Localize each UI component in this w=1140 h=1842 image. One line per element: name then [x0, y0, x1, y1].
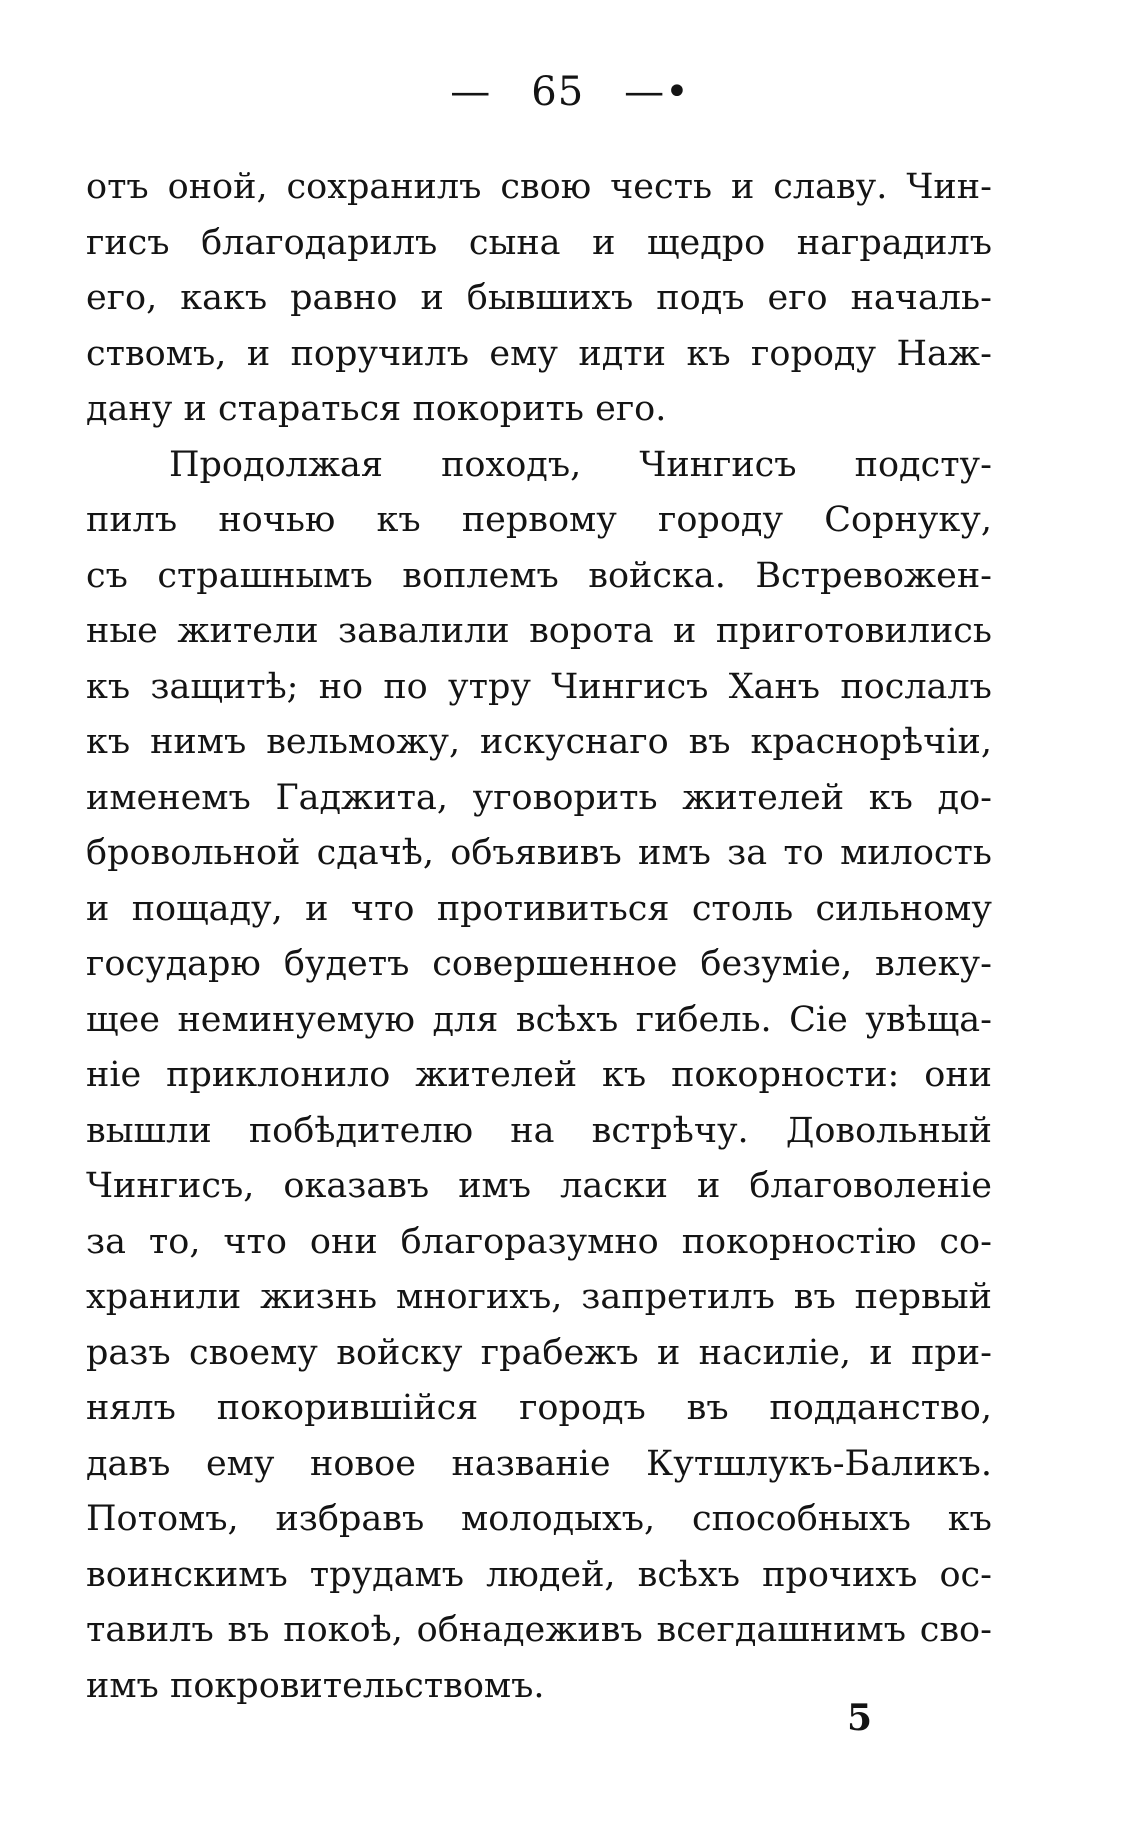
word: Кутшлукъ-Баликъ. — [646, 1443, 992, 1484]
word: поручилъ — [290, 333, 469, 374]
word: гисъ — [86, 222, 170, 263]
text-line — [86, 1548, 992, 1604]
word: покровительствомъ. — [170, 1665, 545, 1706]
word: благодарилъ — [201, 222, 438, 263]
text-line — [86, 160, 992, 216]
page-header — [0, 68, 1140, 116]
word: и — [592, 222, 616, 263]
word: для — [432, 999, 499, 1040]
word: съ — [86, 555, 128, 596]
word: покорить — [412, 389, 584, 429]
body-text — [86, 160, 992, 1714]
word: приклонило — [166, 1055, 391, 1095]
text-line — [86, 937, 992, 993]
word: городу — [751, 333, 877, 374]
word: ночью — [218, 500, 336, 540]
word: противиться — [436, 888, 670, 929]
text-line — [86, 438, 992, 494]
word: началь- — [850, 278, 992, 318]
word: безуміе, — [700, 944, 853, 984]
word: подданство, — [769, 1388, 992, 1428]
word: молодыхъ, — [461, 1499, 656, 1539]
text-line — [86, 660, 992, 716]
word: страшнымъ — [157, 555, 373, 596]
word: покоѣ, — [283, 1610, 403, 1650]
word: къ — [602, 1055, 647, 1095]
word: къ — [376, 500, 421, 540]
text-line — [86, 1270, 992, 1326]
word: въ — [688, 722, 731, 762]
word: свою — [500, 167, 592, 207]
word: столь — [691, 888, 794, 929]
word: первому — [461, 500, 617, 540]
word: воплемъ — [402, 555, 559, 596]
word: сво- — [919, 1610, 992, 1650]
word: пощаду, — [131, 888, 283, 929]
word: сдачѣ, — [316, 833, 434, 873]
word: за — [86, 1221, 126, 1262]
word: трудамъ — [309, 1554, 465, 1595]
text-line — [86, 493, 992, 549]
word: жителей — [415, 1055, 578, 1095]
word: послалъ — [840, 666, 992, 707]
word: что — [223, 1221, 287, 1262]
text-line — [86, 1326, 992, 1382]
word: избравъ — [275, 1499, 425, 1539]
text-line — [86, 826, 992, 882]
word: Чингисъ — [551, 666, 709, 707]
word: бровольной — [86, 833, 301, 873]
word: жителей — [682, 777, 845, 818]
word: щее — [86, 999, 160, 1040]
word: вышли — [86, 1110, 212, 1151]
word: и — [183, 389, 207, 429]
word: имъ — [86, 1665, 159, 1706]
word: способныхъ — [692, 1499, 911, 1539]
word: грабежъ — [480, 1332, 639, 1373]
word: завалили — [337, 611, 510, 651]
word: государю — [86, 944, 261, 984]
word: къ — [947, 1499, 992, 1539]
header-left-rule: — — [450, 69, 492, 115]
word: именемъ — [86, 777, 251, 818]
word: милость — [840, 833, 992, 873]
word: и — [246, 333, 271, 374]
word: искуснаго — [480, 722, 669, 762]
word: своему — [188, 1332, 318, 1373]
word: жизнь — [260, 1277, 378, 1317]
word: бывшихъ — [466, 278, 634, 318]
word: на — [510, 1110, 555, 1151]
word: благоволеніе — [749, 1166, 992, 1206]
word: покорности: — [671, 1055, 900, 1095]
word: и — [86, 888, 110, 929]
word: встрѣчу. — [591, 1110, 749, 1151]
word: вельможу, — [266, 722, 461, 762]
text-line — [86, 1381, 992, 1437]
word: влеку- — [875, 944, 992, 984]
word: его. — [595, 389, 667, 429]
word: и — [305, 888, 329, 929]
word: благоразумно — [400, 1221, 659, 1262]
word: до- — [937, 777, 992, 818]
word: многихъ, — [395, 1277, 563, 1317]
word: краснорѣчіи, — [750, 722, 992, 762]
word: въ — [227, 1610, 270, 1650]
word: и — [420, 278, 444, 318]
word: за — [727, 833, 768, 873]
word: покорностію — [681, 1221, 917, 1262]
header-right-rule: —• — [624, 69, 690, 115]
word: подсту- — [854, 444, 992, 485]
text-line — [86, 1603, 992, 1659]
word: насиліе, — [698, 1332, 852, 1373]
word: и — [673, 611, 697, 651]
word: Встревожен- — [755, 555, 992, 596]
word: сохранилъ — [286, 167, 482, 207]
word: новое — [310, 1443, 416, 1484]
word: то — [783, 833, 824, 873]
word: войска. — [588, 555, 726, 596]
word: къ — [686, 333, 731, 374]
word: къ — [868, 777, 913, 818]
word: обнадеживъ — [416, 1610, 643, 1650]
word: идти — [578, 333, 666, 374]
word: и — [869, 1332, 893, 1373]
word: какъ — [180, 278, 268, 318]
text-line — [86, 1048, 992, 1104]
word: оной, — [167, 167, 268, 207]
word: Потомъ, — [86, 1499, 239, 1539]
word: славу. — [773, 167, 888, 207]
word: ные — [86, 611, 158, 651]
word: они — [924, 1055, 992, 1095]
word: побѣдителю — [248, 1110, 474, 1151]
word: Гаджита, — [275, 777, 448, 818]
text-line — [86, 382, 992, 438]
text-line — [86, 549, 992, 605]
word: прочихъ — [762, 1554, 918, 1595]
word: жители — [177, 611, 319, 651]
word: неминуемую — [177, 999, 415, 1040]
word: войску — [336, 1332, 463, 1373]
word: Сіе — [789, 999, 848, 1040]
word: по — [383, 666, 428, 707]
word: ствомъ, — [86, 333, 227, 374]
word: первый — [854, 1277, 992, 1317]
word: къ — [86, 666, 131, 707]
text-line — [86, 1104, 992, 1160]
signature-mark: 5 — [847, 1697, 873, 1739]
word: утру — [448, 666, 531, 707]
word: всѣхъ — [637, 1554, 741, 1595]
text-line — [86, 882, 992, 938]
word: Чингисъ, — [86, 1166, 255, 1206]
word: что — [350, 888, 415, 929]
word: походъ, — [441, 444, 582, 485]
word: увѣща- — [865, 999, 992, 1040]
word: давъ — [86, 1443, 171, 1484]
word: честь — [610, 167, 713, 207]
word: пилъ — [86, 500, 178, 540]
word: со- — [939, 1221, 992, 1262]
word: въ — [793, 1277, 836, 1317]
word: ніе — [86, 1055, 142, 1095]
word: наградилъ — [796, 222, 992, 263]
word: и — [730, 167, 755, 207]
word: ласки — [560, 1166, 668, 1206]
word: нялъ — [86, 1388, 176, 1428]
word: защитѣ; — [150, 666, 299, 707]
word: имъ — [458, 1166, 532, 1206]
word: людей, — [486, 1554, 616, 1595]
word: стараться — [218, 389, 402, 429]
word: объявивъ — [450, 833, 622, 873]
word: и — [697, 1166, 721, 1206]
word: городъ — [519, 1388, 646, 1428]
text-line — [86, 327, 992, 383]
word: всегдашнимъ — [656, 1610, 906, 1650]
word: будетъ — [283, 944, 410, 984]
word: Ханъ — [728, 666, 821, 707]
word: щедро — [646, 222, 766, 263]
word: въ — [686, 1388, 729, 1428]
word: гибель. — [635, 999, 772, 1040]
word: его, — [86, 278, 158, 318]
word: Продолжая — [169, 444, 383, 485]
word: сына — [468, 222, 561, 263]
word: ему — [205, 1443, 275, 1484]
word: сильному — [815, 888, 992, 929]
word: Чин- — [906, 167, 992, 207]
word: его — [767, 278, 828, 318]
word: уговорить — [472, 777, 658, 818]
word: названіе — [451, 1443, 611, 1484]
word: они — [309, 1221, 378, 1262]
word: тавилъ — [86, 1610, 214, 1650]
word: городу — [658, 500, 784, 540]
word: ос- — [939, 1554, 992, 1595]
word: ворота — [529, 611, 654, 651]
text-line — [86, 993, 992, 1049]
text-line — [86, 771, 992, 827]
word: разъ — [86, 1332, 171, 1373]
word: всѣхъ — [515, 999, 619, 1040]
text-line — [86, 216, 992, 272]
word: Наж- — [896, 333, 992, 374]
word: Довольный — [785, 1110, 992, 1151]
word: покорившійся — [216, 1388, 479, 1428]
word: подъ — [656, 278, 745, 318]
text-line — [86, 271, 992, 327]
word: дану — [86, 389, 173, 429]
word: нимъ — [150, 722, 247, 762]
text-line — [86, 1215, 992, 1271]
word: оказавъ — [283, 1166, 430, 1206]
word: къ — [86, 722, 131, 762]
word: равно — [290, 278, 398, 318]
word: и — [656, 1332, 681, 1373]
word: совершенное — [432, 944, 678, 984]
word: но — [318, 666, 364, 707]
word: хранили — [86, 1277, 242, 1317]
text-line — [86, 715, 992, 771]
word: приготовились — [715, 611, 992, 651]
word: имъ — [638, 833, 711, 873]
word: при- — [911, 1332, 992, 1373]
word: то, — [148, 1221, 201, 1262]
word: воинскимъ — [86, 1554, 288, 1595]
text-line — [86, 1437, 992, 1493]
word: ему — [489, 333, 558, 374]
text-line — [86, 604, 992, 660]
page-number: 65 — [531, 69, 585, 115]
text-line — [86, 1159, 992, 1215]
word: Чингисъ — [639, 444, 797, 485]
word: запретилъ — [581, 1277, 775, 1317]
word: Сорнуку, — [824, 500, 992, 540]
text-line — [86, 1492, 992, 1548]
word: отъ — [86, 167, 149, 207]
